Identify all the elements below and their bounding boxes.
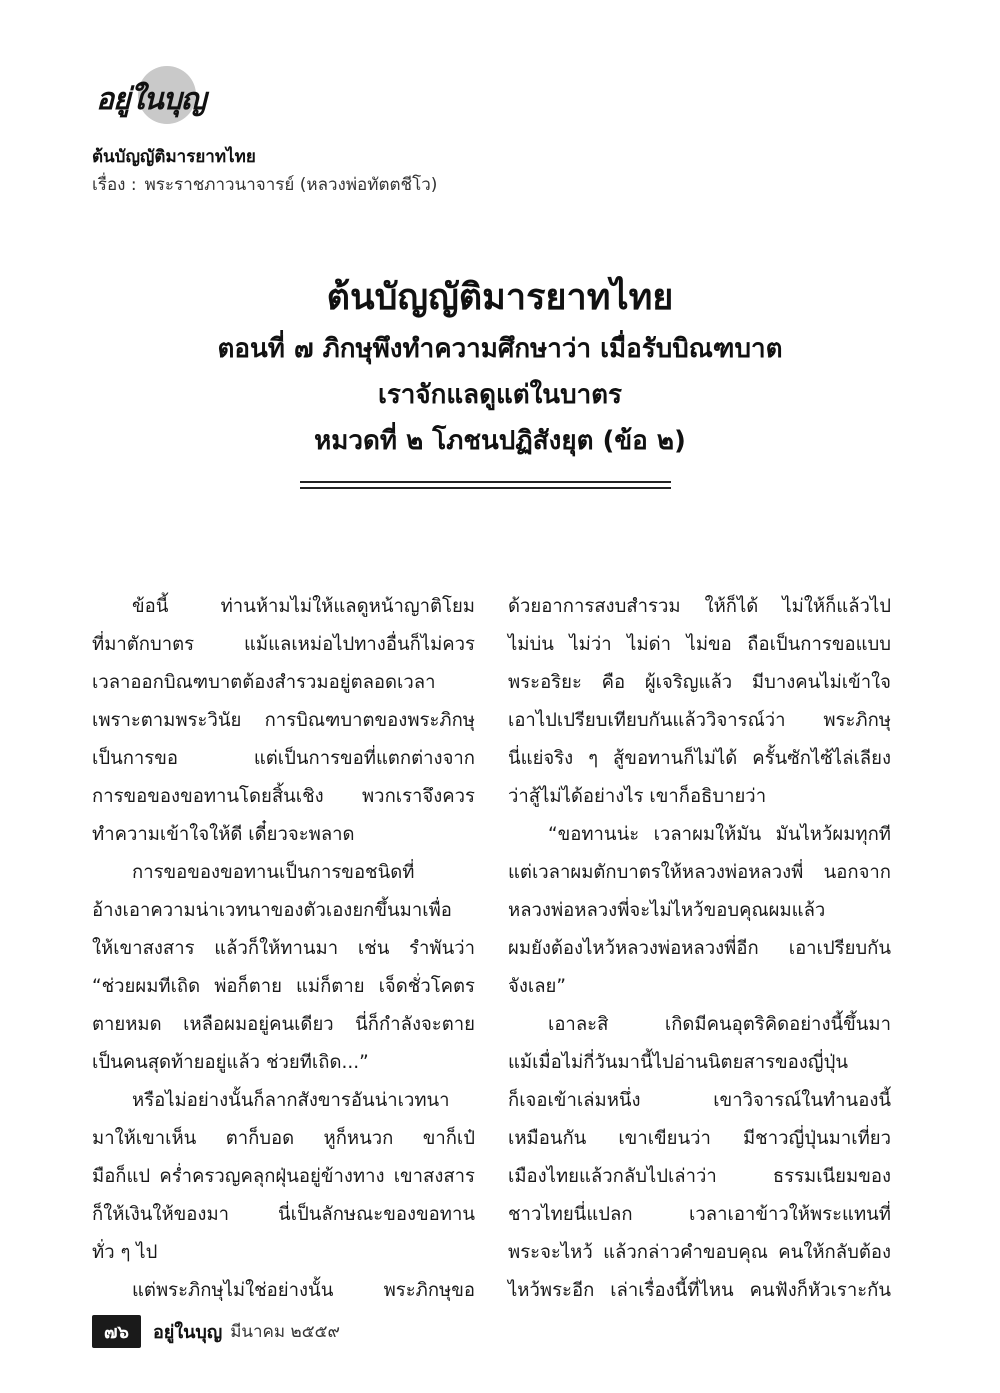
body-line: เอาละสิ เกิดมีคนอุตริคิดอย่างนี้ขึ้นมา <box>548 1014 891 1035</box>
body-line: เมืองไทยแล้วกลับไปเล่าว่า ธรรมเนียมของ <box>508 1166 891 1187</box>
body-line: “ขอทานน่ะ เวลาผมให้มัน มันไหว้ผมทุกที <box>548 824 891 845</box>
body-line: หรือไม่อย่างนั้นก็ลากสังขารอันน่าเวทนา <box>132 1090 450 1111</box>
body-line: การขอของขอทานโดยสิ้นเชิง พวกเราจึงควร <box>92 786 475 807</box>
footer-magazine-name: อยู่ในบุญ <box>152 1321 223 1343</box>
article-heading <box>100 270 900 464</box>
series-title: ต้นบัญญัติมารยาทไทย <box>92 147 256 167</box>
body-line: การขอของขอทานเป็นการขอชนิดที่ <box>132 862 415 883</box>
body-line: ด้วยอาการสงบสำรวม ให้ก็ได้ ไม่ให้ก็แล้วไป <box>508 596 891 617</box>
body-line: เวลาออกบิณฑบาตต้องสำรวมอยู่ตลอดเวลา <box>92 672 436 693</box>
byline <box>92 171 437 198</box>
right-text-column <box>508 588 891 1310</box>
footer-issue-date: มีนาคม ๒๕๕๙ <box>230 1321 340 1342</box>
body-line: ที่มาตักบาตร แม้แลเหม่อไปทางอื่นก็ไม่ควร <box>92 634 475 655</box>
body-line: ทั่ว ๆ ไป <box>92 1242 158 1263</box>
body-line: ให้เขาสงสาร แล้วก็ให้ทานมา เช่น รำพันว่า <box>92 938 475 959</box>
page-number: ๗๖ <box>92 1315 141 1348</box>
body-line: เอาไปเปรียบเทียบกันแล้ววิจารณ์ว่า พระภิกษุ <box>508 710 891 731</box>
body-line: ชาวไทยนี่แปลก เวลาเอาข้าวให้พระแทนที่ <box>508 1204 891 1225</box>
body-line: หลวงพ่อหลวงพี่จะไม่ไหว้ขอบคุณผมแล้ว <box>508 900 826 921</box>
article-subtitle-line: เราจักแลดูแต่ในบาตร <box>377 380 623 410</box>
article-subtitle-line: ตอนที่ ๗ ภิกษุพึงทำความศึกษาว่า เมื่อรับบิณฑบาต <box>217 334 783 364</box>
body-line: มือก็แป คร่ำครวญคลุกฝุ่นอยู่ข้างทาง เขาสงสาร <box>92 1166 475 1187</box>
body-line: พระจะไหว้ แล้วกล่าวคำขอบคุณ คนให้กลับต้อง <box>508 1242 891 1263</box>
left-text-column <box>92 588 475 1310</box>
body-line: ทำความเข้าใจให้ดี เดี๋ยวจะพลาด <box>92 824 355 845</box>
body-line: จังเลย” <box>508 976 566 997</box>
magazine-logo <box>92 62 232 132</box>
body-line: นี่แย่จริง ๆ สู้ขอทานก็ไม่ได้ ครั้นซักไซ้ไล่เลียง <box>508 748 891 769</box>
body-line: ไหว้พระอีก เล่าเรื่องนี้ที่ไหน คนฟังก็หัวเราะกัน <box>508 1280 891 1301</box>
title-divider-bottom <box>300 487 671 489</box>
body-line: ว่าสู้ไม่ได้อย่างไร เขาก็อธิบายว่า <box>508 786 767 807</box>
article-title: ต้นบัญญัติมารยาทไทย <box>326 277 674 318</box>
body-line: เพราะตามพระวินัย การบิณฑบาตของพระภิกษุ <box>92 710 475 731</box>
body-line: อ้างเอาความน่าเวทนาของตัวเองยกขึ้นมาเพื่อ <box>92 900 452 921</box>
body-line: เหมือนกัน เขาเขียนว่า มีชาวญี่ปุ่นมาเที่ยว <box>508 1128 891 1149</box>
page-footer <box>92 1316 340 1346</box>
body-line: ข้อนี้ ท่านห้ามไม่ให้แลดูหน้าญาติโยม <box>132 596 475 617</box>
title-divider-top <box>300 481 671 483</box>
body-line: พระอริยะ คือ ผู้เจริญแล้ว มีบางคนไม่เข้าใจ <box>508 672 891 693</box>
body-line: ก็ให้เงินให้ของมา นี่เป็นลักษณะของขอทาน <box>92 1204 475 1225</box>
body-line: ก็เจอเข้าเล่มหนึ่ง เขาวิจารณ์ในทำนองนี้ <box>508 1090 891 1111</box>
body-line: แม้เมื่อไม่กี่วันมานี้ไปอ่านนิตยสารของญี่ปุ่น <box>508 1052 848 1073</box>
logo-text: อยู่ในบุญ <box>96 82 206 117</box>
body-line: ตายหมด เหลือผมอยู่คนเดียว นี่ก็กำลังจะตาย <box>92 1014 475 1035</box>
body-line: มาให้เขาเห็น ตาก็บอด หูก็หนวก ขาก็เป๋ <box>92 1128 475 1149</box>
body-line: “ช่วยผมทีเถิด พ่อก็ตาย แม่ก็ตาย เจ็ดชั่วโคตร <box>92 976 475 997</box>
body-line: เป็นการขอ แต่เป็นการขอที่แตกต่างจาก <box>92 748 475 769</box>
body-line: ไม่บ่น ไม่ว่า ไม่ด่า ไม่ขอ ถือเป็นการขอแบบ <box>508 634 891 655</box>
body-line: เป็นคนสุดท้ายอยู่แล้ว ช่วยทีเถิด...” <box>92 1052 369 1073</box>
article-subtitle-line: หมวดที่ ๒ โภชนปฏิสังยุต (ข้อ ๒) <box>314 426 686 456</box>
body-line: แต่เวลาผมตักบาตรให้หลวงพ่อหลวงพี่ นอกจาก <box>508 862 891 883</box>
byline-label: เรื่อง : <box>92 175 137 195</box>
body-line: ผมยังต้องไหว้หลวงพ่อหลวงพี่อีก เอาเปรียบกัน <box>508 938 891 959</box>
body-line: แต่พระภิกษุไม่ใช่อย่างนั้น พระภิกษุขอ <box>132 1280 475 1301</box>
author-name: พระราชภาวนาจารย์ (หลวงพ่อทัตตชีโว) <box>144 175 438 195</box>
